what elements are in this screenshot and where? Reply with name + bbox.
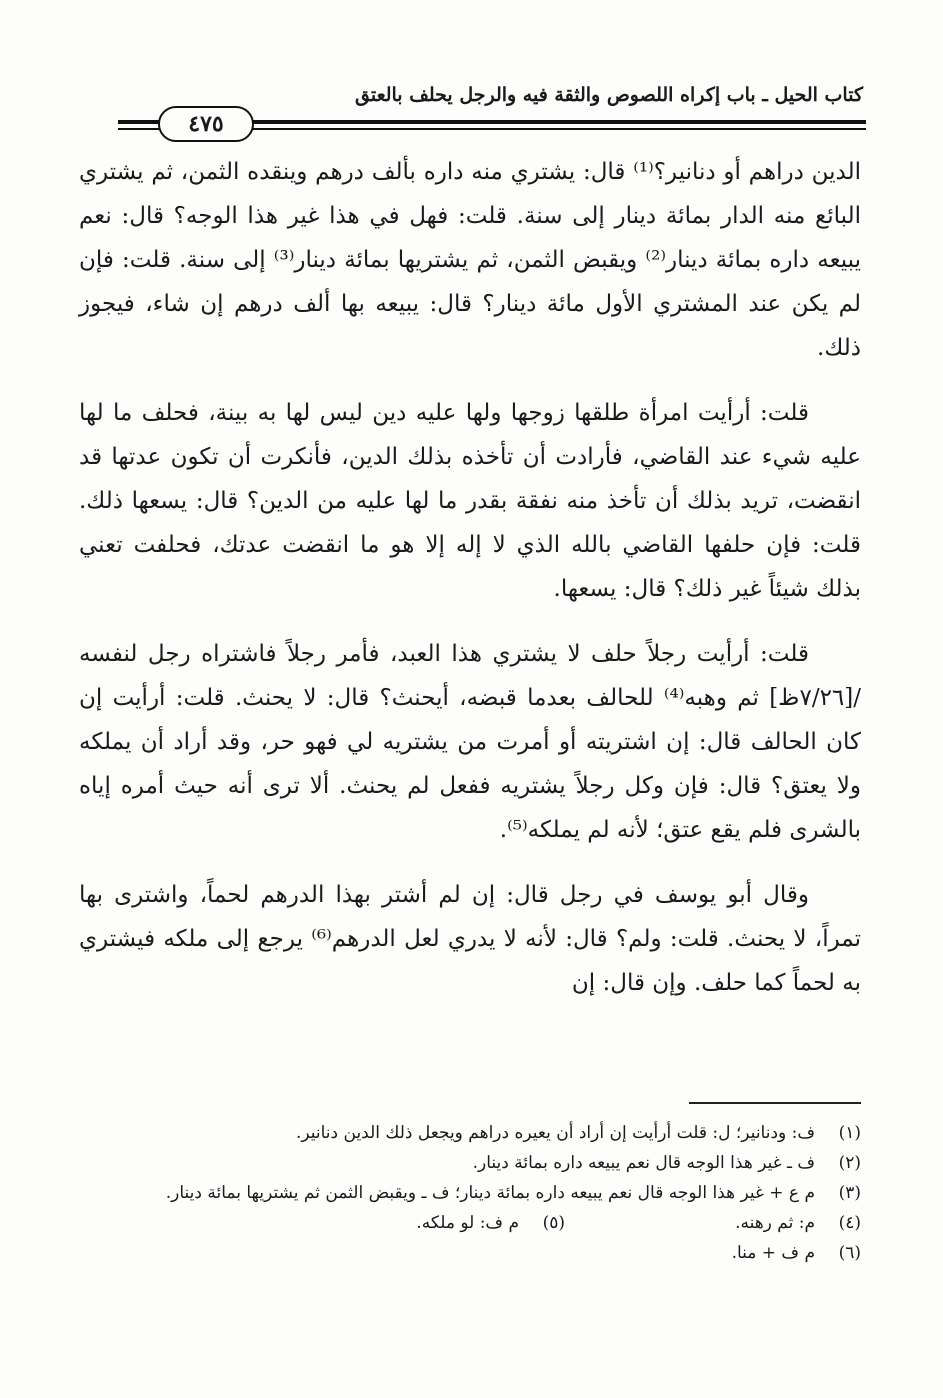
footnote-number: (٤) bbox=[838, 1213, 861, 1233]
footnote-text: م ف + منا. bbox=[731, 1243, 815, 1263]
footnotes-section bbox=[79, 1118, 861, 1268]
running-header-title: كتاب الحيل ـ باب إكراه اللصوص والثقة فيه والرجل يحلف بالعتق bbox=[354, 84, 863, 106]
footnote-3 bbox=[79, 1178, 861, 1208]
footnote-number: (٦) bbox=[838, 1243, 861, 1263]
footnote-4-5 bbox=[79, 1208, 861, 1238]
footnote-2 bbox=[79, 1148, 861, 1178]
paragraph-1: الدين دراهم أو دنانير؟⁽¹⁾ قال: يشتري منه داره بألف درهم وينقده الثمن، ثم يشتري البائع منه الدار بمائة دينار إلى سنة. قلت: فهل في هذا غير هذا الوجه؟ قال: نعم يبيعه داره بمائة دينار⁽²⁾ ويقبض الثمن، ثم يشتريها بمائة دينار⁽³⁾ إلى سنة. قلت: فإن لم يكن عند المشتري الأول مائة دينار؟ قال: يبيعه بها ألف درهم إن شاء، فيجوز ذلك. bbox=[79, 159, 862, 361]
footnote-6 bbox=[79, 1238, 861, 1268]
page-number-badge: ٤٧٥ bbox=[158, 106, 254, 142]
footnote-number: (٢) bbox=[838, 1153, 861, 1173]
footnote-text: م ع + غير هذا الوجه قال نعم يبيعه داره بمائة دينار؛ ف ـ ويقبض الثمن ثم يشتريها بمائة دينار. bbox=[165, 1183, 815, 1203]
footnote-text: ف: ودنانير؛ ل: قلت أرأيت إن أراد أن يعيره دراهم ويجعل ذلك الدين دنانير. bbox=[295, 1123, 815, 1143]
footnote-number: (٣) bbox=[838, 1183, 861, 1203]
main-text-body bbox=[79, 150, 861, 1026]
paragraph-4: وقال أبو يوسف في رجل قال: إن لم أشتر بهذا الدرهم لحماً، واشترى بها تمراً، لا يحنث. قلت: ولم؟ قال: لأنه لا يدري لعل الدرهم⁽⁶⁾ يرجع إلى ملكه فيشتري به لحماً كما حلف. وإن قال: إن bbox=[79, 882, 861, 996]
paragraph-2: قلت: أرأيت امرأة طلقها زوجها ولها عليه دين ليس لها به بينة، فحلف ما لها عليه شيء عند القاضي، فأرادت أن تأخذه بذلك الدين، فأنكرت أن تكون عدتها قد انقضت، تريد بذلك أن تأخذ منه نفقة بقدر ما لها عليه من الدين؟ قال: يسعها ذلك. قلت: فإن حلفها القاضي بالله الذي لا إله إلا هو ما انقضت عدتك، فحلفت تعني بذلك شيئاً غير ذلك؟ قال: يسعها. bbox=[79, 400, 861, 602]
footnote-text: م: ثم رهنه. bbox=[735, 1213, 815, 1233]
footnote-number: (١) bbox=[838, 1123, 861, 1143]
footnote-text: ف ـ غير هذا الوجه قال نعم يبيعه داره بمائة دينار. bbox=[472, 1153, 815, 1173]
footnote-text: م ف: لو ملكه. bbox=[416, 1213, 519, 1233]
paragraph-3: قلت: أرأيت رجلاً حلف لا يشتري هذا العبد، فأمر رجلاً فاشتراه رجل لنفسه /[٧/٢٦ظ] ثم وهبه⁽⁴⁾ للحالف بعدما قبضه، أيحنث؟ قال: لا يحنث. قلت: أرأيت إن كان الحالف قال: إن اشتريته أو أمرت من يشتريه لي فهو حر، وقد أراد أن يملكه ولا يعتق؟ قال: فإن وكل رجلاً يشتريه ففعل لم يحنث. ألا ترى أنه حيث أمره إياه بالشرى فلم يقع عتق؛ لأنه لم يملكه⁽⁵⁾. bbox=[79, 641, 862, 843]
footnote-number: (٥) bbox=[542, 1213, 565, 1233]
footnote-1 bbox=[79, 1118, 861, 1148]
footnote-separator bbox=[689, 1102, 861, 1104]
